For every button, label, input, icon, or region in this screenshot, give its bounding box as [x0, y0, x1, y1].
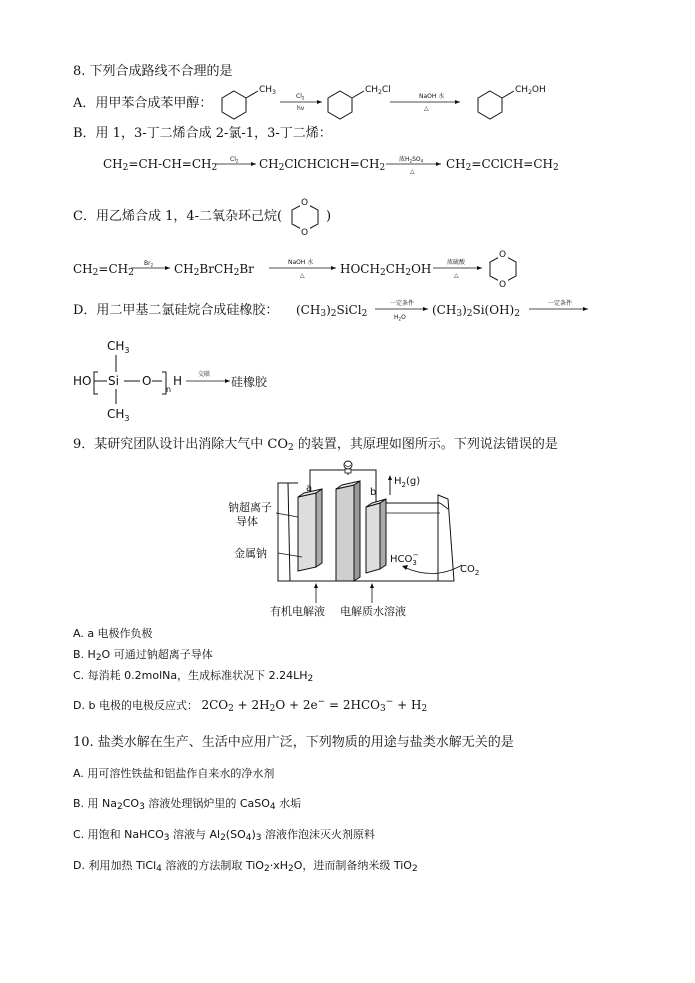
svg-text:电解质水溶液: 电解质水溶液	[340, 605, 406, 618]
svg-text:Br2: $Br_2$	[144, 260, 154, 268]
svg-text:钠超离子: 钠超离子	[228, 501, 272, 514]
silicone-polymer-structure	[70, 336, 300, 426]
svg-text:有机电解液: 有机电解液	[270, 605, 325, 618]
svg-text:金属钠: 金属钠	[234, 547, 267, 560]
q9-option-c: C. 每消耗 0.2molNa，生成标准状况下 $2.24LH_2$	[73, 669, 314, 684]
q8-c-arrow-1	[130, 256, 172, 278]
q8-c-intermediate-2: $HOCH_2CH_2OH$	[340, 262, 432, 278]
svg-text:△: △	[424, 105, 429, 112]
svg-text:Si: Si	[108, 374, 119, 388]
svg-text:NaOH 水: NaOH 水	[419, 93, 445, 100]
svg-text:NaOH 水: NaOH 水	[288, 259, 314, 266]
q10-stem: 10. 盐类水解在生产、生活中应用广泛，下列物质的用途与盐类水解无关的是	[73, 735, 514, 750]
svg-text:导体: 导体	[236, 515, 258, 528]
dioxane-product-structure	[484, 246, 524, 292]
svg-text:O: O	[499, 250, 507, 260]
q8-c-arrow-2	[268, 254, 338, 280]
svg-text:浓硫酸: 浓硫酸	[447, 259, 466, 266]
svg-text:硅橡胶: 硅橡胶	[231, 375, 268, 389]
svg-text:HO: HO	[73, 374, 92, 388]
q8-option-d-label: D．用二甲基二氯硅烷合成硅橡胶：	[73, 303, 279, 318]
svg-text:CH3: $CH_3$	[107, 339, 130, 355]
dioxane-structure	[286, 193, 326, 241]
svg-text:n: n	[166, 385, 172, 394]
q8-d-arrow-2	[528, 296, 590, 320]
svg-text:CH3: $CH_3$	[259, 85, 276, 96]
q8-b-arrow-2	[385, 152, 443, 176]
q8-b-reactant: $CH_2=CH-CH=CH_2$	[103, 157, 218, 173]
svg-text:一定条件: 一定条件	[390, 300, 415, 307]
svg-text:hν: hν	[297, 105, 305, 112]
svg-text:CO2: $CO_2$	[460, 564, 480, 577]
q8-c-intermediate-1: $CH_2BrCH_2Br$	[174, 262, 254, 278]
q10-option-b: B. 用 $Na_2CO_3$ 溶液处理锅炉里的 CaSO$_4$ 水垢	[73, 797, 302, 812]
q8-c-arrow-3	[432, 254, 484, 280]
svg-text:△: △	[300, 272, 305, 279]
q8-b-arrow-1	[214, 152, 258, 174]
svg-text:△: △	[410, 168, 415, 175]
q8-d-arrow-1	[374, 296, 430, 324]
svg-text:CH2Cl: $CH_2Cl$	[365, 85, 391, 96]
svg-text:浓H2SO4: 浓$H_2SO_4$	[399, 156, 424, 164]
svg-text:CH3: $CH_3$	[107, 407, 130, 423]
q8-b-intermediate: $CH_2ClCHClCH=CH_2$	[259, 157, 386, 173]
q8-d-intermediate: $(CH_3)_2Si(OH)_2$	[432, 303, 520, 319]
svg-text:b: b	[370, 487, 377, 498]
svg-text:O: O	[142, 374, 152, 388]
svg-text:Cl2: $Cl_2$	[296, 93, 305, 101]
q8-c-reactant: $CH_2=CH_2$	[73, 262, 134, 278]
svg-text:△: △	[454, 272, 459, 279]
svg-text:O: O	[499, 280, 507, 290]
svg-text:交联: 交联	[198, 371, 211, 378]
q10-option-d: D. 利用加热 TiCl$_4$ 溶液的方法制取 $TiO_2\cdot xH_2O$，进而制备纳米级 TiO$_2$	[73, 859, 418, 874]
q8-option-a-scheme	[218, 80, 558, 122]
q9-option-d: D. b 电极的电极反应式： $2CO_2 + 2H_2O + 2e^- = 2HCO_3^- + H_2$	[73, 697, 428, 714]
q8-option-c-close: )	[326, 209, 332, 224]
co2-removal-apparatus-figure	[222, 455, 492, 623]
svg-text:a: a	[306, 483, 313, 494]
q9-option-a: A. a 电极作负极	[73, 627, 153, 640]
q8-option-c-label: C．用乙烯合成 1，4-二氧杂环己烷(	[73, 209, 283, 224]
q8-stem: 8. 下列合成路线不合理的是	[73, 64, 233, 79]
svg-text:CH2OH: $CH_2OH$	[515, 85, 546, 96]
q8-b-product: $CH_2=CClCH=CH_2$	[446, 157, 559, 173]
q8-option-a-label: A．用甲苯合成苯甲醇：	[73, 96, 213, 111]
q8-option-b-label: B．用 1，3-丁二烯合成 2-氯-1，3-丁二烯：	[73, 126, 332, 141]
q9-stem: 9．某研究团队设计出消除大气中 $CO_2$ 的装置，其原理如图所示。下列说法错误的是	[73, 437, 558, 453]
svg-text:O: O	[301, 198, 309, 208]
svg-text:Cl2: $Cl_2$	[230, 156, 239, 164]
svg-text:O: O	[301, 228, 309, 238]
q10-option-a: A. 用可溶性铁盐和铝盐作自来水的净水剂	[73, 767, 275, 780]
svg-text:一定条件: 一定条件	[548, 300, 573, 307]
svg-text:H2O: $H_2O$	[394, 314, 406, 322]
svg-text:H: H	[173, 374, 183, 388]
q10-option-c: C. 用饱和 NaHCO$_3$ 溶液与 $Al_2(SO_4)_3$ 溶液作泡沫灭火剂原料	[73, 828, 375, 843]
q8-d-reactant: $(CH_3)_2SiCl_2$	[296, 303, 368, 319]
q9-option-b: B. $H_2O$ 可通过钠超离子导体	[73, 648, 213, 663]
svg-text:HCO3−: $HCO_3-$	[390, 551, 419, 567]
svg-text:H2(g): $H_2(g)$	[394, 476, 421, 489]
